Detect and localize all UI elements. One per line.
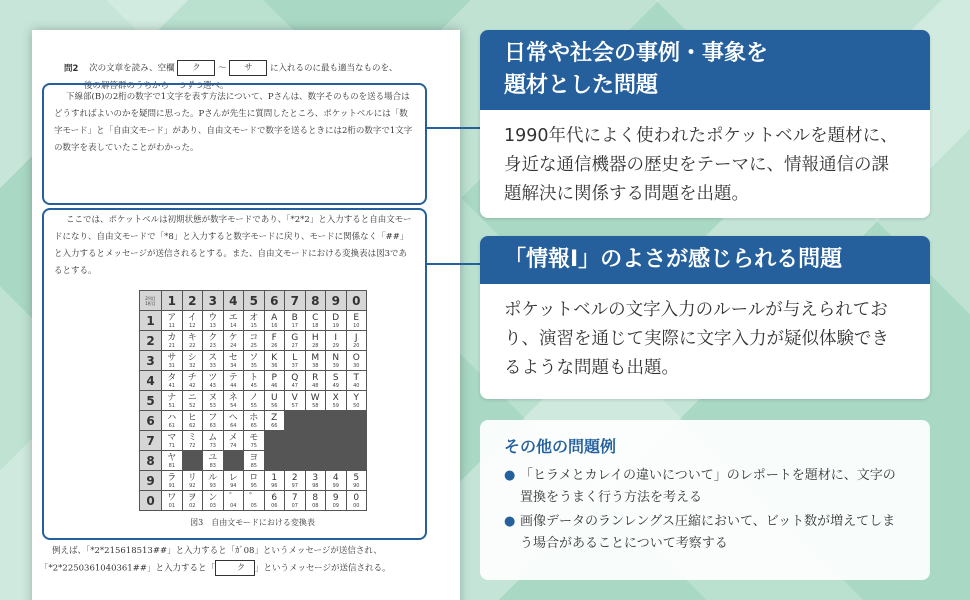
table-cell: Q 47: [285, 371, 306, 391]
table-cell: ラ 91: [162, 471, 183, 491]
table-cell-empty: [326, 451, 347, 471]
table-cell: ヘ 64: [223, 411, 244, 431]
blank-start: ク: [177, 60, 215, 76]
table-cell: ム 73: [203, 431, 224, 451]
table-cell-empty: [305, 431, 326, 451]
table-cell: ユ 83: [203, 451, 224, 471]
table-cell: エ 14: [223, 311, 244, 331]
table-cell: オ 15: [244, 311, 265, 331]
table-cell-empty: [285, 411, 306, 431]
other-example-item: [504, 511, 906, 555]
table-cell: フ 63: [203, 411, 224, 431]
table-cell: ハ 61: [162, 411, 183, 431]
example-text: [40, 543, 425, 578]
table-column-header: 8: [305, 291, 326, 311]
table-cell: 9 09: [326, 491, 347, 511]
table-cell-empty: [326, 431, 347, 451]
feature-card-2-body: ポケットベルの文字入力のルールが与えられており、演習を通じて実際に文字入力が疑似体験できるような問題も出題。: [504, 300, 889, 378]
table-cell: 2 97: [285, 471, 306, 491]
table-row-header: 6: [140, 411, 162, 431]
table-cell: E 10: [346, 311, 367, 331]
table-cell: 0 00: [346, 491, 367, 511]
blank-end: サ: [229, 60, 267, 76]
table-cell: マ 71: [162, 431, 183, 451]
table-cell-empty: [305, 451, 326, 471]
table-row: [140, 451, 367, 471]
table-cell-empty: [305, 411, 326, 431]
table-cell: A 16: [264, 311, 285, 331]
table-cell: F 26: [264, 331, 285, 351]
table-row: [140, 371, 367, 391]
table-cell: ツ 43: [203, 371, 224, 391]
table-cell: ヒ 62: [182, 411, 203, 431]
conversion-table: [139, 290, 367, 511]
example-text-1: 例えば、「*2*215618513##」と入力すると「ｶﾞ08」というメッセージが送信され、「*2*2250361040361##」と入力すると「: [40, 546, 382, 574]
table-row: [140, 311, 367, 331]
table-cell: チ 42: [182, 371, 203, 391]
table-cell: C 18: [305, 311, 326, 331]
question-intro-1: 次の文章を読み、空欄: [89, 63, 175, 74]
table-cell: リ 92: [182, 471, 203, 491]
feature-card-1-title-line1: 日常や社会の事例・事象を: [504, 41, 769, 66]
table-column-header: 3: [203, 291, 224, 311]
table-row-header: 5: [140, 391, 162, 411]
table-cell: ス 33: [203, 351, 224, 371]
table-cell: メ 74: [223, 431, 244, 451]
table-cell: ケ 24: [223, 331, 244, 351]
table-cell: キ 22: [182, 331, 203, 351]
table-row: [140, 331, 367, 351]
table-cell-empty: [285, 451, 306, 471]
other-example-item: [504, 465, 906, 509]
table-cell: ウ 13: [203, 311, 224, 331]
table-cell: T 40: [346, 371, 367, 391]
question-intro-2: に入れるのに最も適当なものを、: [269, 63, 398, 74]
table-cell: ナ 51: [162, 391, 183, 411]
feature-card-1-title: [480, 30, 930, 110]
table-row-header: 9: [140, 471, 162, 491]
table-cell: ク 23: [203, 331, 224, 351]
table-cell: ル 93: [203, 471, 224, 491]
table-cell: ミ 72: [182, 431, 203, 451]
table-cell: W 58: [305, 391, 326, 411]
table-cell: ン 03: [203, 491, 224, 511]
table-cell: ソ 35: [244, 351, 265, 371]
feature-card-1: [480, 30, 930, 218]
table-row: [140, 471, 367, 491]
table-cell: 3 98: [305, 471, 326, 491]
table-cell: ヌ 53: [203, 391, 224, 411]
table-cell: 1 96: [264, 471, 285, 491]
question-number: 問2: [64, 63, 79, 74]
table-cell: カ 21: [162, 331, 183, 351]
table-cell: Z 66: [264, 411, 285, 431]
passage-2: ここでは、ポケットベルは初期状態が数字モードであり、「*2*2」と入力すると自由文モードになり、自由文モードで「*8」と入力すると数字モードに戻り、モードに関係なく「##」と入力するとメッセージが送信されるとする。また、自由文モードにおける変換表は図3であるとする。: [54, 215, 412, 276]
table-cell: R 48: [305, 371, 326, 391]
table-cell: ゛ 04: [223, 491, 244, 511]
table-cell: レ 94: [223, 471, 244, 491]
table-cell: H 28: [305, 331, 326, 351]
table-row-header: 1: [140, 311, 162, 331]
bullet-icon: ●: [504, 514, 516, 529]
connector-line-1: [427, 127, 480, 129]
table-cell: 5 90: [346, 471, 367, 491]
table-cell-empty: [346, 431, 367, 451]
example-text-2: 」というメッセージが送信される。: [254, 563, 391, 574]
passage-box-2: [42, 208, 427, 540]
table-cell: G 27: [285, 331, 306, 351]
table-cell: N 39: [326, 351, 347, 371]
table-column-header: 7: [285, 291, 306, 311]
table-cell-empty: [326, 411, 347, 431]
table-column-header: 4: [223, 291, 244, 311]
feature-card-1-body: 1990年代によく使われたポケットベルを題材に、身近な通信機器の歴史をテーマに、情報通信の課題解決に関係する問題を出題。: [504, 126, 898, 204]
table-cell-empty: [285, 431, 306, 451]
table-cell: 4 99: [326, 471, 347, 491]
table-column-header: 5: [244, 291, 265, 311]
table-row-header: 4: [140, 371, 162, 391]
feature-card-2: [480, 236, 930, 399]
other-examples-title: その他の問題例: [504, 437, 617, 456]
table-cell: イ 12: [182, 311, 203, 331]
table-cell: コ 25: [244, 331, 265, 351]
table-cell: ワ 01: [162, 491, 183, 511]
table-row: [140, 391, 367, 411]
table-cell: シ 32: [182, 351, 203, 371]
table-cell: ゜ 05: [244, 491, 265, 511]
table-cell: ノ 55: [244, 391, 265, 411]
table-corner-header: 2列目 1桁目: [140, 291, 162, 311]
other-example-item-text: 「ヒラメとカレイの違いについて」のレポートを題材に、文字の置換をうまく行う方法を考える: [520, 468, 896, 505]
table-cell: O 30: [346, 351, 367, 371]
table-cell: ニ 52: [182, 391, 203, 411]
table-caption: 図3 自由文モードにおける変換表: [190, 518, 315, 527]
table-row-header: 2: [140, 331, 162, 351]
feature-card-1-title-line2: 題材とした問題: [504, 73, 659, 98]
table-cell: テ 44: [223, 371, 244, 391]
feature-card-2-title: 「情報Ⅰ」のよさが感じられる問題: [480, 236, 930, 284]
table-row: [140, 491, 367, 511]
table-row-header: 0: [140, 491, 162, 511]
table-column-header: 2: [182, 291, 203, 311]
table-cell: M 38: [305, 351, 326, 371]
table-row-header: 3: [140, 351, 162, 371]
table-cell: X 59: [326, 391, 347, 411]
table-row-header: 8: [140, 451, 162, 471]
table-cell: L 37: [285, 351, 306, 371]
table-cell: モ 75: [244, 431, 265, 451]
table-cell: ア 11: [162, 311, 183, 331]
table-cell: K 36: [264, 351, 285, 371]
table-cell: ホ 65: [244, 411, 265, 431]
bullet-icon: ●: [504, 468, 516, 483]
table-row-header: 7: [140, 431, 162, 451]
table-cell: 8 08: [305, 491, 326, 511]
table-cell: V 57: [285, 391, 306, 411]
table-cell: Y 50: [346, 391, 367, 411]
table-cell: ネ 54: [223, 391, 244, 411]
table-cell: S 49: [326, 371, 347, 391]
table-column-header: 9: [326, 291, 347, 311]
table-cell: サ 31: [162, 351, 183, 371]
other-examples-card: [480, 420, 930, 580]
table-cell: ヨ 85: [244, 451, 265, 471]
question-intro-line2: 後の解答群のうちから一つずつ選べ。: [84, 80, 229, 91]
table-cell: 7 07: [285, 491, 306, 511]
table-column-header: 1: [162, 291, 183, 311]
table-cell: P 46: [264, 371, 285, 391]
table-cell: B 17: [285, 311, 306, 331]
conversion-table-figure: [139, 290, 367, 531]
table-cell: ロ 95: [244, 471, 265, 491]
table-cell: タ 41: [162, 371, 183, 391]
other-example-item-text: 画像データのランレングス圧縮において、ビット数が増えてしまう場合があることについて考察する: [520, 514, 896, 551]
table-row: [140, 351, 367, 371]
passage-box-1: [42, 83, 427, 205]
table-cell: U 56: [264, 391, 285, 411]
connector-line-2: [427, 263, 480, 265]
table-cell: ト 45: [244, 371, 265, 391]
table-cell: J 20: [346, 331, 367, 351]
table-cell: 6 06: [264, 491, 285, 511]
table-row: [140, 411, 367, 431]
table-cell: I 29: [326, 331, 347, 351]
table-column-header: 0: [346, 291, 367, 311]
table-cell-empty: [264, 451, 285, 471]
table-cell: セ 34: [223, 351, 244, 371]
table-cell-empty: [264, 431, 285, 451]
table-cell-empty: [223, 451, 244, 471]
table-cell-empty: [182, 451, 203, 471]
table-column-header: 6: [264, 291, 285, 311]
table-cell: ヤ 81: [162, 451, 183, 471]
table-cell: D 19: [326, 311, 347, 331]
tilde: 〜: [218, 63, 227, 74]
table-cell: ヲ 02: [182, 491, 203, 511]
table-cell-empty: [346, 451, 367, 471]
passage-1: 下線部(B)の2桁の数字で1文字を表す方法について、Pさんは、数字そのものを送る場合はどうすればよいのかを疑問に思った。Pさんが先生に質問したところ、ポケットベルには「数字モード」と「自由文モード」があり、自由文モードで数字を送るときには2桁の数字で1文字の数字を表していたことがわかった。: [54, 92, 413, 153]
table-row: [140, 431, 367, 451]
table-cell-empty: [346, 411, 367, 431]
example-blank: ク: [215, 560, 255, 576]
